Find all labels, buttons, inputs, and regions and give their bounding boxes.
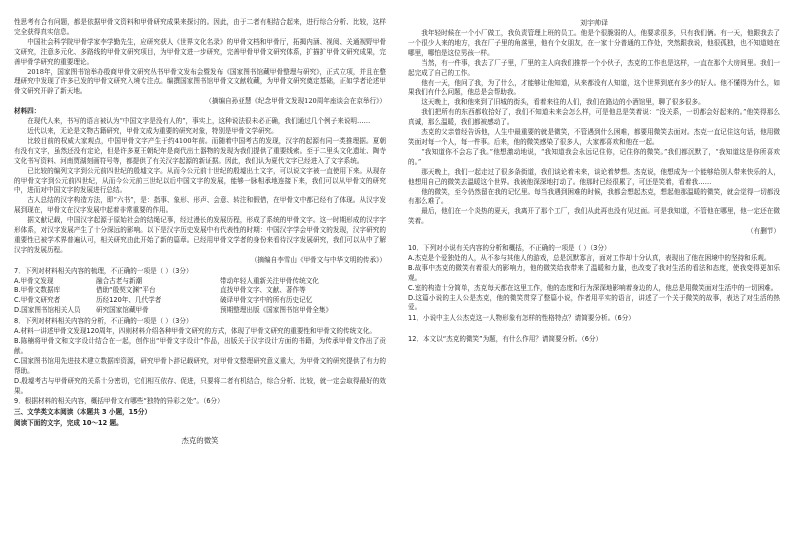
story-paragraph-9: 他的微笑，至今仍然留在我的记忆里。每当我遇到困难的时候，我都会想起杰克，想起他那温暖的微笑，就会觉得一切都没有那么难了。 xyxy=(408,187,780,206)
question-10: 10．下列对小说有关内容的分析和概括，不正确的一项是（ ）（3分） xyxy=(408,244,611,253)
q10-option-c: C.室的构造十分简单，杰克每天都在这里工作，他的态度和行为深深地影响着身边的人，他总是用微笑面对生活中的一切困难。 xyxy=(408,283,778,292)
source-citation-1: （摘编自孙亚慧《纪念甲骨文发现120周年座谈会在京举行》） xyxy=(205,97,386,106)
story-paragraph-7: “我知道你不会忘了我。”他想激动地说，“我知道我会永远记住你，记住你的微笑。”我们都沉默了，“我知道这是你所喜欢的。” xyxy=(408,147,780,166)
question-11: 11．小说中主人公杰克这一人物形象有怎样的性格特点？请简要分析。（6分） xyxy=(408,314,635,323)
material-four-paragraph-5: 古人总结的汉字构造方法，即“六书”，是：指事、象形、形声、会意、转注和假借，在甲骨文中都已经有了体现。从汉字发展到现在，甲骨文在汉字发展中起着非常重要的作用。 xyxy=(14,196,386,215)
q10-option-d: D.这篇小说的主人公是杰克，他的微笑贯穿了整篇小说，作者用平实的语言，讲述了一个关于微笑的故事，表达了对生活的热爱。 xyxy=(408,293,780,312)
q7-option-d: D.国家图书馆相关人员 研究国家馆藏甲骨 预期整理出版《国家图书馆甲骨全集》 xyxy=(14,306,333,315)
material-four-paragraph-2: 近代以来，无论是文物古籍研究，甲骨文成为重要的研究对象，特别是甲骨文学研究。 xyxy=(27,126,278,135)
q8-option-c: C.国家图书馆用先进技术建立数据库资源，研究甲骨卜辞记载研究，对甲骨文整理研究意义重大，为甲骨文的研究提供了有力的帮助。 xyxy=(14,356,386,375)
question-8: 8．下列对材料相关内容的分析，不正确的一项是（ ）（3分） xyxy=(14,317,193,326)
story-paragraph-1: 我年轻时候在一个小厂做工，我负责管理上班的员工。他是个很脆弱的人，他要求很多，只有我们俩。有一天，他跟我去了一个很少人来的地方，我在厂子里的角落里，他有个女朋友，在一家十分普通的工作处，突然跟我说，他很孤独，也不知道她在哪里，哪怕是这位男孩一样。 xyxy=(408,29,780,57)
source-citation-2: （摘编自李雪山《甲骨文与中华文明的传承》） xyxy=(250,255,386,264)
q8-option-a: A.材料一讲述甲骨文发现120周年，四则材料介绍各种甲骨文研究的方式，体现了甲骨文研究的重要性和甲骨文的传统文化。 xyxy=(14,327,376,336)
q8-option-b: B.陈楠将甲骨文和文字设计结合在一起，创作出“甲骨文字设计”作品，出版关于汉字设计方面的书籍，为传承甲骨文作出了贡献。 xyxy=(14,337,386,355)
story-paragraph-4: 这天晚上，我和他来到了旧城的街头，看着来往的人们，我们在路边的小酒馆里，聊了很多很多。 xyxy=(421,98,705,107)
intro-paragraph-1: 性思考有合有问题，都是依据甲骨文资料和甲骨研究成果来探讨的。因此，由于二者有相结合起来，进行综合分析、比较，这样完全获得真实信息。 xyxy=(14,18,386,36)
material-four-paragraph-3: 比较目前的权威大家观点，中国甲骨文字产生于约4100年前。而随着中国考古的发现，汉字的起源有同一类推理据。夏朝有没有文字，虽然还没有定论，但是许多夏王朝纪年是商代出土器物的发现为我们提供了重要线索。至于二里头文化遗址、陶寺文化书写资料、河南贾湖刻画符号等，都提供了有关汉字起源的新证据。因此，我们认为夏代文字已经进入了文字系统。 xyxy=(14,136,386,165)
material-four-label: 材料四： xyxy=(14,107,41,116)
section-three-instruction: 阅读下面的文字，完成 10～12 题。 xyxy=(14,419,123,428)
material-four-paragraph-4: 已比较的编列文字到公元前四世纪的殷墟文字。从而今公元前十世纪的殷墟出土文字，可以说文字被一直使用下来。从现存的甲骨文字到公元前四世纪，从而今公元前三世纪以后中国文字的发展，能够一脉相承地连接下来，我们可以从甲骨文的研究中，进而对中国文字的发展进行总结。 xyxy=(14,166,386,195)
story-paragraph-2: 当然，有一件事，我去了厂子里，厂里的主人向我们推荐一个小伙子，杰克的工作也是这样，一直在那个大房间里。我们一起完成了自己的工作。 xyxy=(408,58,780,77)
question-12: 12．本文以“杰克的微笑”为题，有什么作用？请简要分析。（6分） xyxy=(408,335,603,344)
intro-paragraph-2: 中国社会科学院甲骨学家李学勤先生，应研究获人《世界文化名录》的甲骨文档和甲骨厅，拓揭内涵、视阅、关通视野甲骨文研究，注意多元化、多路线的甲骨文研究项目，为甲骨文进一步研究，完善甲骨甲骨文研究体系，扩描扩甲骨文研究成果，完善甲骨学研究的重要理论。 xyxy=(14,37,386,66)
q10-option-a: A.杰克是个爱独处的人，从不参与其他人的游戏，总是沉默寡言，面对工作却十分认真，表现出了他在困境中的坚持和乐观。 xyxy=(408,253,771,262)
story-title: 杰克的微笑 xyxy=(181,436,219,446)
q7-option-a: A.甲骨文发现 融合古老与新潮 带动年轻人重新关注甲骨传统文化 xyxy=(14,276,319,285)
story-paragraph-5: 我们把所有的东西都收拾好了，我们不知道未来会怎么样，可是他总是笑着说：“没关系，一切都会好起来的。”他笑得那么真诚，那么温暖，我们都被感动了。 xyxy=(408,108,780,127)
question-7: 7．下列对材料相关内容的梳理，不正确的一项是（ ）（3分） xyxy=(14,266,193,275)
story-paragraph-3: 他有一天，他问了我，为了什么，才能够让他知道，从来都没有人知道，这个世界到底有多少的好人。他不懂得为什么，如果我们有什么问题，他总是会帮助我。 xyxy=(408,78,780,97)
q7-option-b: B.甲骨文数据库 借助“殷契文渊”平台 直找甲骨文字、文献、著作等 xyxy=(14,286,306,295)
story-paragraph-6: 杰克的父亲曾经告诉他，人生中最重要的就是微笑，不管遇到什么困难，都要用微笑去面对。杰克一直记住这句话，他用微笑面对每一个人，每一件事。后来，他的微笑感染了很多人，大家都喜欢和他在一起。 xyxy=(408,128,780,146)
intro-paragraph-3: 2018年，国家图书馆举办殷商甲骨文研究丛书甲骨文发布会暨发布《国家图书馆藏甲骨整理与研究》，正式立项，并且在整理研究中发现了许多已发的甲骨文研究入境专注点。编撰国家图书馆甲骨文文献收藏，为甲骨文研究奠定基础，正如学者论述甲骨文研究开辟了新天地。 xyxy=(14,67,386,96)
section-three-heading: 三、文学类文本阅读（本题共 3 小题，15分） xyxy=(14,408,152,417)
abridged-note: （有删节） xyxy=(747,227,780,236)
left-column xyxy=(14,18,386,447)
q10-option-b: B.故事中杰克的微笑有着很大的影响力，他的微笑给我带来了温暖和力量，也改变了我对生活的看法和态度，使我变得更加乐观。 xyxy=(408,263,780,282)
question-9: 9．根据材料的相关内容，概括甲骨文有哪些“独特的异彩之处”。（6分） xyxy=(14,397,224,406)
material-four-paragraph-6: 据文献记载，中国汉字起源于原始社会的结绳记事，经过漫长的发展历程，形成了系统的甲骨文字。这一时期形成的汉字字形体系，对汉字发展产生了十分深远的影响。以下是汉字历史发展中有代表性的时期：中国汉字学会甲骨文的发现，汉字研究的重要性已被学术界普遍认可，相关研究由此开始了新的篇章。已经用甲骨文学者的身份来看待汉字发展研究，我们可以从中了解汉字的发展历程。 xyxy=(14,216,386,254)
right-column xyxy=(408,18,780,345)
q8-option-d: D.殷墟考古与甲骨研究的关系十分密切，它们相互依存、促进，只要将二者有机结合，综合分析、比较，就一定会取得最好的效果。 xyxy=(14,376,386,395)
translator-credit: 刘宇帅译 xyxy=(580,19,608,27)
story-paragraph-10: 最后，他们在一个炎热的夏天，我离开了那个工厂，我们从此再也没有见过面。可是我知道，不管他在哪里，他一定还在微笑着。 xyxy=(408,207,780,226)
story-paragraph-8: 那天晚上，我们一起走过了很多条街道，我们谈论着未来，谈论着梦想。杰克说，他想成为一个能够给别人带来快乐的人，他想用自己的微笑去温暖这个世界。我被他深深地打动了。他那时已经很累了，可还是笑着，看着我…… xyxy=(408,167,780,186)
material-four-paragraph-1: 在现代人来，书写的语言被认为“中国文字是没有人的”，事实上，这种说法很未必正确，我们通过几个例子来说明…… xyxy=(27,117,371,126)
q7-option-c: C.甲骨文研究者 历经120年、几代学者 破译甲骨文字中的所有历史记忆 xyxy=(14,296,313,305)
